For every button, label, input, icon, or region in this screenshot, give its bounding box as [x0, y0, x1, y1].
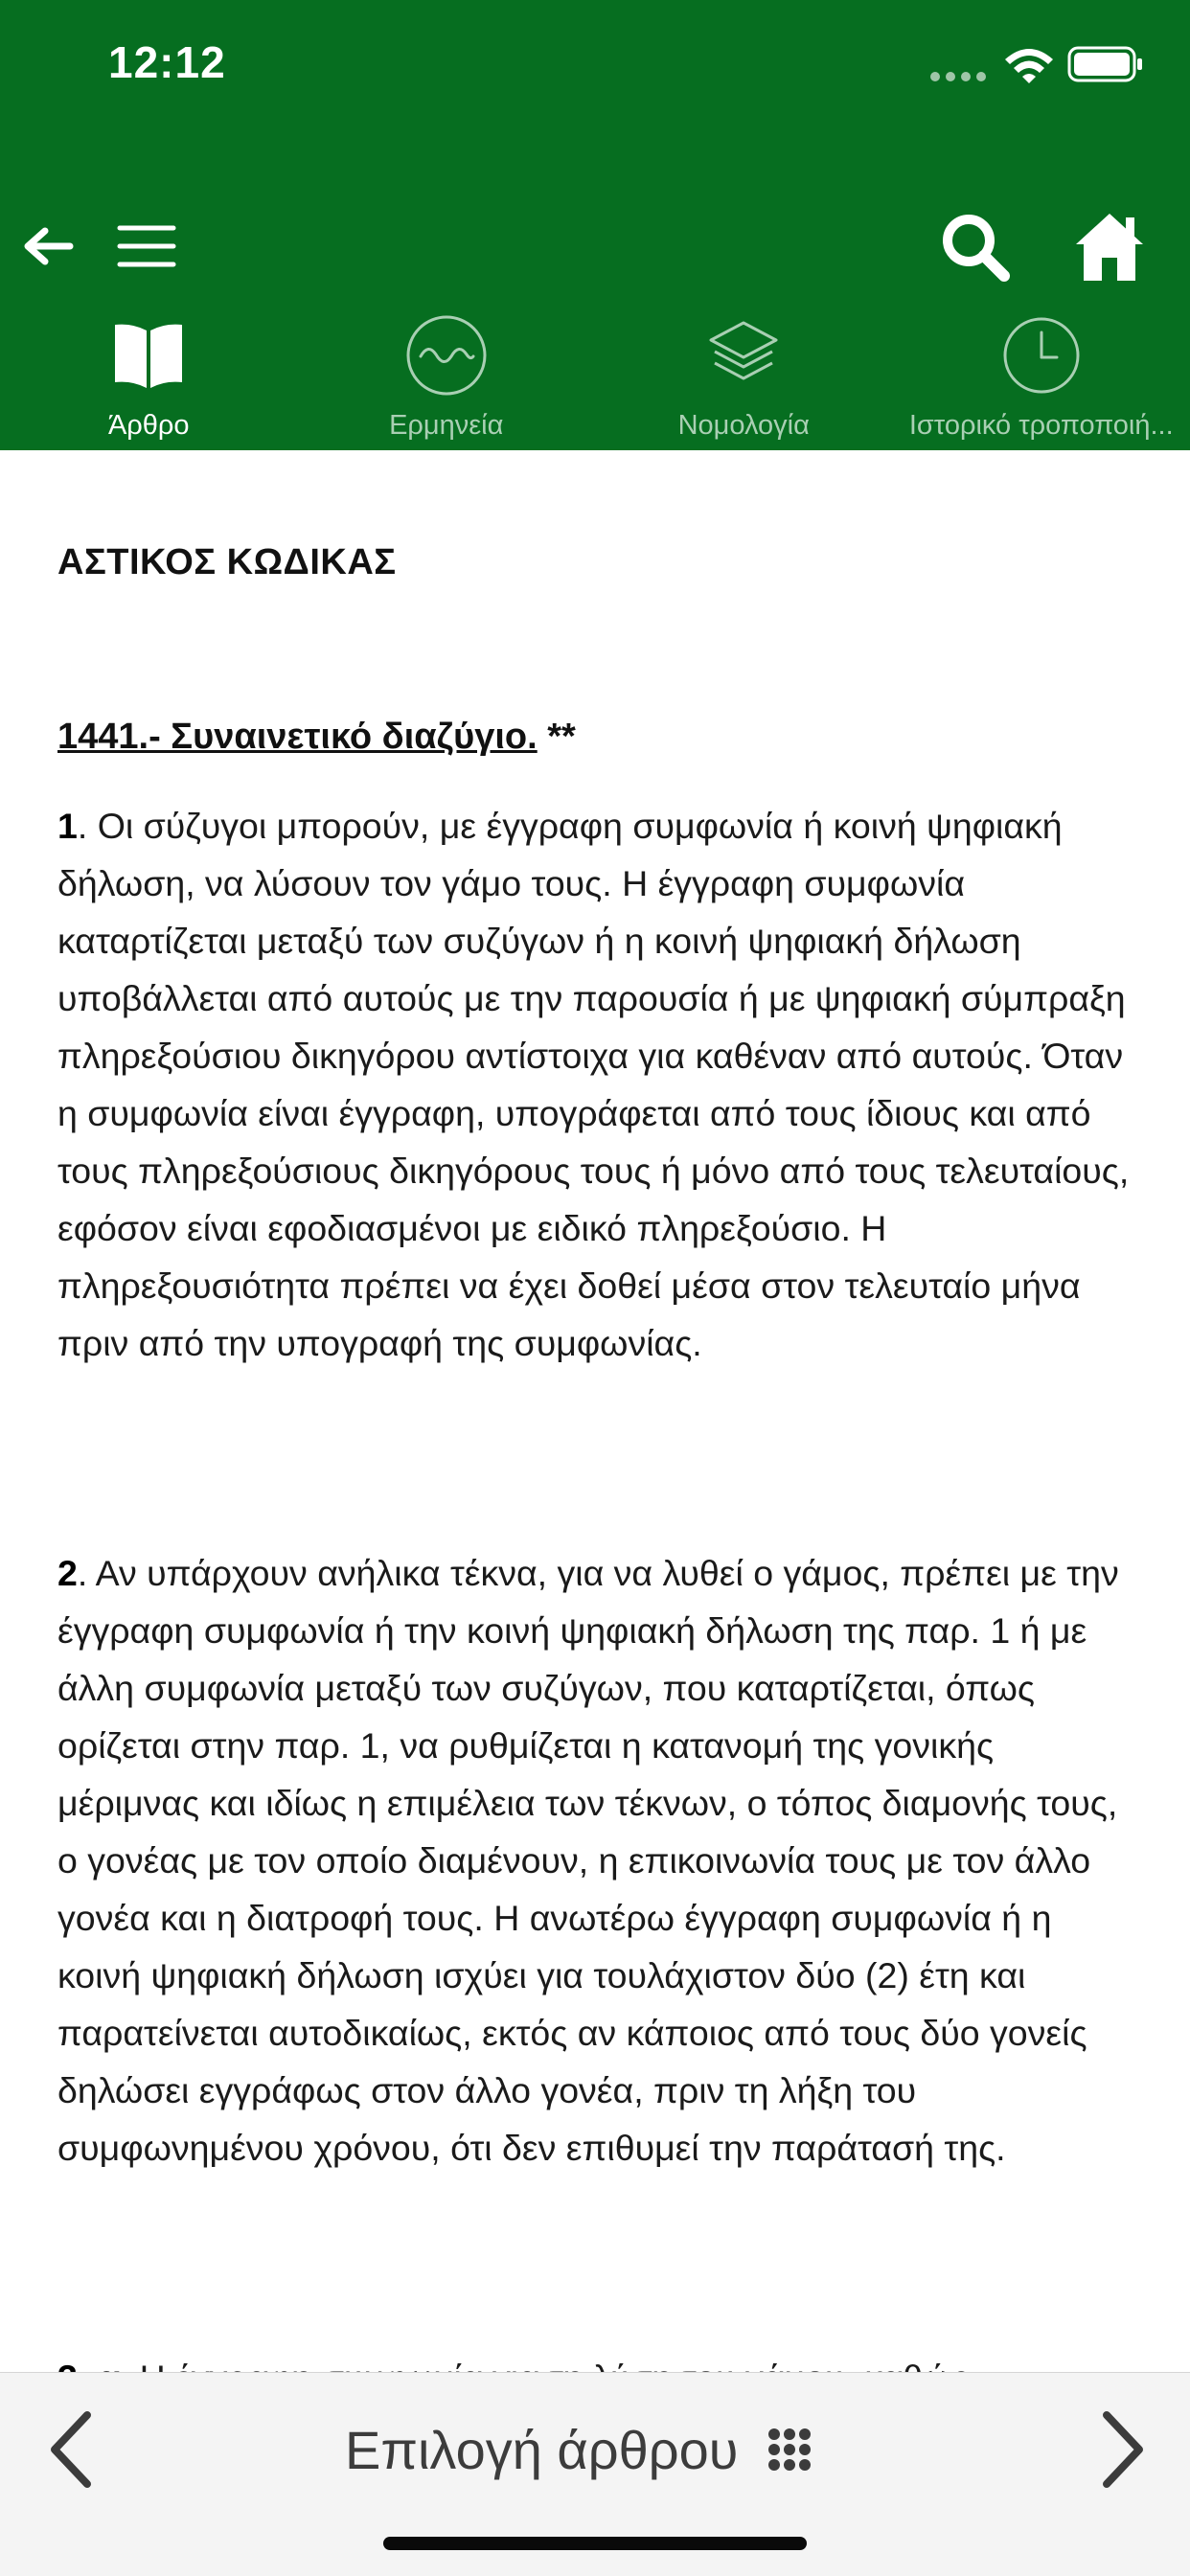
article-heading: [57, 717, 576, 758]
article-marker: **: [547, 717, 576, 757]
search-button[interactable]: [937, 209, 1014, 285]
tab-case-law-label: Νομολογία: [678, 410, 810, 442]
status-icons: [924, 42, 1144, 88]
wave-circle-icon: [405, 314, 488, 397]
battery-icon: [1069, 48, 1142, 80]
wifi-icon: [1005, 49, 1053, 83]
select-article-button[interactable]: [345, 2406, 812, 2493]
article-content[interactable]: [57, 450, 1140, 2372]
hamburger-menu-icon: [117, 223, 176, 269]
layers-icon: [705, 317, 782, 394]
status-time: 12:12: [108, 36, 226, 88]
tab-case-law[interactable]: [595, 307, 893, 450]
status-indicators: [924, 42, 1144, 88]
back-button[interactable]: [17, 213, 79, 280]
chevron-left-icon: [43, 2409, 101, 2490]
previous-article-button[interactable]: [29, 2402, 115, 2497]
clock-icon: [1001, 315, 1082, 396]
tab-article-label: Άρθρο: [108, 410, 190, 442]
tab-interpretation-label: Ερμηνεία: [389, 410, 503, 442]
open-book-icon: [111, 321, 186, 390]
home-icon: [1074, 210, 1145, 283]
home-indicator[interactable]: [383, 2537, 807, 2550]
tab-amendment-history-label: Ιστορικό τροποποιή...: [909, 410, 1174, 442]
select-article-label: Επιλογή άρθρου: [345, 2419, 738, 2481]
paragraph-text: . Αν υπάρχουν ανήλικα τέκνα, για να λυθεί ο γάμος, πρέπει με την έγγραφη συμφωνία ή την κοινή ψηφιακή δήλωση της παρ. 1 ή με άλλη συμφωνία μεταξύ των συζύγων, που καταρτίζεται, όπως ορίζεται στην παρ. 1, να ρυθμίζεται η κατανομή της γονικής μέριμνας και ιδίως η επιμέλεια των τέκνων, ο τόπος διαμονής τους, ο γονέας με τον οποίο διαμένουν, η επικοινωνία τους με τον άλλο γονέα και η διατροφή τους. Η ανωτέρω έγγραφη συμφωνία ή η κοινή ψηφιακή δήλωση ισχύει για τουλάχιστον δύο (2) έτη και παρατείνεται αυτοδικαίως, εκτός αν κάποιος από τους δύο γονείς δηλώσει εγγράφως στον άλλο γονέα, πριν τη λήξη του συμφωνημένου χρόνου, ότι δεν επιθυμεί την παράτασή της.: [57, 1553, 1119, 2168]
next-article-button[interactable]: [1079, 2402, 1165, 2497]
tab-bar: [0, 307, 1190, 450]
paragraph-number: 2: [57, 1553, 78, 1593]
paragraph: [57, 1544, 1140, 2177]
paragraph: [57, 797, 1140, 1372]
tab-interpretation[interactable]: [298, 307, 596, 450]
chevron-right-icon: [1093, 2409, 1151, 2490]
cellular-signal-icon: [930, 72, 986, 81]
app-header: [0, 0, 1190, 450]
paragraph-number: 1: [57, 806, 78, 846]
menu-button[interactable]: [113, 213, 180, 280]
article-title: 1441.- Συναινετικό διαζύγιο.: [57, 717, 538, 757]
tab-amendment-history[interactable]: [893, 307, 1190, 450]
home-button[interactable]: [1071, 207, 1148, 285]
search-icon: [939, 211, 1012, 284]
paragraph-text: . Οι σύζυγοι μπορούν, με έγγραφη συμφωνία ή κοινή ψηφιακή δήλωση, να λύσουν τον γάμο τους. Η έγγραφη συμφωνία καταρτίζεται μεταξύ των συζύγων ή η κοινή ψηφιακή δήλωση υποβάλλεται από αυτούς με την παρουσία ή με ψηφιακή σύμπραξη πληρεξούσιου δικηγόρου αντίστοιχα για καθέναν από αυτούς. Όταν η συμφωνία είναι έγγραφη, υπογράφεται από τους ίδιους και από τους πληρεξούσιους δικηγόρους τους ή μόνο από τους τελευταίους, εφόσον είναι εφοδιασμένοι με ειδικό πληρεξούσιο. Η πληρεξουσιότητα πρέπει να έχει δοθεί μέσα στον τελευταίο μήνα πριν από την υπογραφή της συμφωνίας.: [57, 806, 1129, 1363]
code-title: ΑΣΤΙΚΟΣ ΚΩΔΙΚΑΣ: [57, 542, 397, 583]
tab-article[interactable]: [0, 307, 298, 450]
arrow-left-icon: [22, 227, 74, 265]
grid-dots-icon: [767, 2427, 812, 2473]
